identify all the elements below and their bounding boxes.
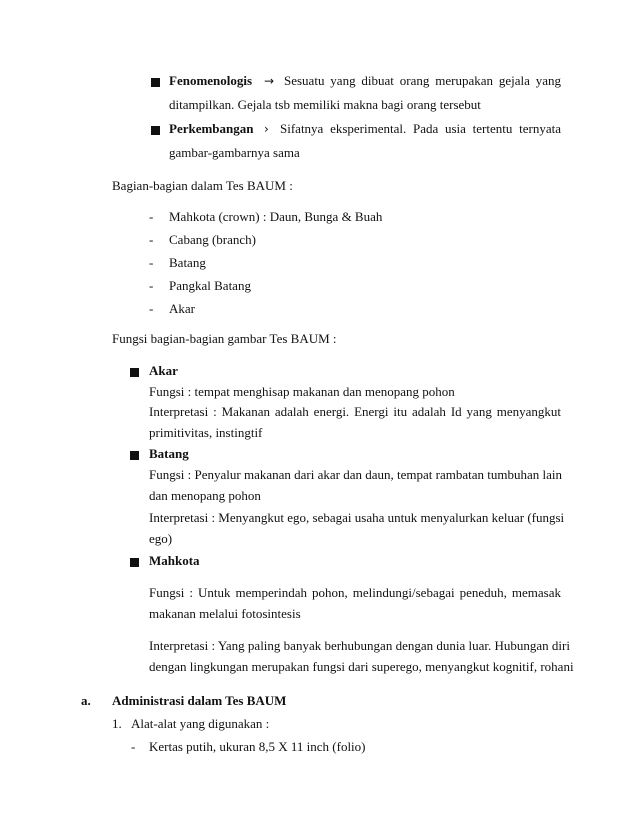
dash-marker: -	[149, 209, 154, 224]
bullet-icon	[152, 127, 159, 134]
batang-fungsi-line1: Fungsi : Penyalur makanan dari akar dan daun, tempat rambatan tumbuhan lain	[149, 467, 562, 482]
functions-heading: Fungsi bagian-bagian gambar Tes BAUM :	[112, 331, 337, 346]
dash-marker: -	[149, 255, 154, 270]
parts-item: Cabang (branch)	[169, 232, 256, 247]
mahkota-interpretasi-line2: dengan lingkungan merupakan fungsi dari superego, menyangkut kognitif, rohani	[149, 659, 574, 674]
arrow-icon: →	[264, 74, 275, 88]
akar-fungsi: Fungsi : tempat menghisap makanan dan menopang pohon	[149, 384, 455, 399]
mahkota-fungsi-line2: makanan melalui fotosintesis	[149, 606, 301, 621]
mahkota-interpretasi-line1: Interpretasi : Yang paling banyak berhubungan dengan dunia luar. Hubungan diri	[149, 638, 570, 653]
dash-marker: -	[149, 278, 154, 293]
term-fenomenologis: Fenomenologis	[169, 73, 253, 88]
parts-heading: Bagian-bagian dalam Tes BAUM :	[112, 178, 293, 193]
bullet-icon	[152, 79, 159, 86]
mahkota-fungsi-line1: Fungsi : Untuk memperindah pohon, melindungi/sebagai peneduh, memasak	[149, 585, 561, 600]
perkembangan-desc-line1: Sifatnya eksperimental. Pada usia tertentu ternyata	[280, 121, 561, 136]
batang-fungsi-line2: dan menopang pohon	[149, 488, 261, 503]
dash-marker: -	[149, 301, 154, 316]
parts-item: Mahkota (crown) : Daun, Bunga & Buah	[169, 209, 383, 224]
dash-marker: -	[149, 232, 154, 247]
parts-item: Batang	[169, 255, 206, 270]
parts-item: Akar	[169, 301, 195, 316]
section-marker: a.	[81, 693, 91, 708]
function-title-mahkota: Mahkota	[149, 553, 200, 568]
list-item: Alat-alat yang digunakan :	[131, 716, 270, 731]
section-title: Administrasi dalam Tes BAUM	[112, 693, 287, 708]
perkembangan-desc-line2: gambar-gambarnya sama	[169, 145, 300, 160]
list-number: 1.	[112, 716, 122, 731]
parts-item: Pangkal Batang	[169, 278, 251, 293]
bullet-icon	[131, 559, 138, 566]
fenomenologis-desc-line1: Sesuatu yang dibuat orang merupakan gejala yang	[284, 73, 561, 88]
function-title-batang: Batang	[149, 446, 189, 461]
dash-marker: -	[131, 739, 136, 754]
akar-interpretasi-line1: Interpretasi : Makanan adalah energi. Energi itu adalah Id yang menyangkut	[149, 404, 561, 419]
chevron-right-icon: ›	[264, 122, 269, 136]
function-title-akar: Akar	[149, 363, 178, 378]
sub-list-item: Kertas putih, ukuran 8,5 X 11 inch (folio)	[149, 739, 366, 754]
fenomenologis-desc-line2: ditampilkan. Gejala tsb memiliki makna bagi orang tersebut	[169, 97, 481, 112]
akar-interpretasi-line2: primitivitas, instingtif	[149, 425, 263, 440]
term-perkembangan: Perkembangan	[169, 121, 254, 136]
bullet-icon	[131, 452, 138, 459]
batang-interpretasi-line2: ego)	[149, 531, 173, 546]
batang-interpretasi-line1: Interpretasi : Menyangkut ego, sebagai usaha untuk menyalurkan keluar (fungsi	[149, 510, 565, 525]
bullet-icon	[131, 369, 138, 376]
